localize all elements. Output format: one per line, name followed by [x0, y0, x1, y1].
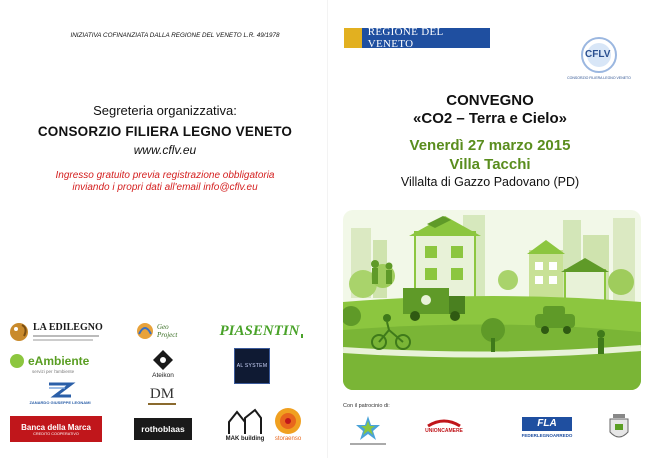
- cflv-sub-text: CONSORZIO FILIERA LEGNO VENETO: [567, 75, 631, 80]
- regione-veneto-logo: [344, 28, 490, 48]
- storaenso-logo: [268, 402, 308, 446]
- sunburst-icon: [273, 406, 303, 436]
- fla-sub-text: FEDERLEGNOARREDO: [521, 432, 573, 438]
- municipality-crest-logo: [606, 412, 632, 444]
- banca-marca-sub: CREDITO COOPERATIVO: [33, 431, 79, 436]
- la-edilegno-logo: [8, 316, 104, 346]
- al-system-text: AL SYSTEM: [236, 363, 268, 369]
- lion-icon: [344, 28, 362, 48]
- banca-marca-text: Banca della Marca: [21, 422, 91, 432]
- cflv-text: CFLV: [585, 48, 611, 60]
- piasentin-text: PIASENTIN: [219, 322, 300, 339]
- storaenso-text: storaenso: [274, 436, 302, 442]
- atelikon-text: Ateikon: [152, 372, 174, 379]
- la-edilegno-text: LA EDILEGNO: [33, 321, 103, 333]
- crest-icon: [609, 414, 629, 442]
- house-frame-icon: [227, 408, 263, 436]
- geo-project-text: Geo Project: [157, 323, 178, 339]
- cflv-logo: [566, 30, 632, 84]
- location: Villalta di Gazzo Padovano (PD): [400, 175, 580, 189]
- atelikon-icon: [152, 349, 174, 371]
- squirrel-icon: [8, 320, 30, 342]
- eambiente-text: eAmbiente: [28, 354, 90, 368]
- dm-text: DM: [149, 386, 175, 402]
- unioncamere-swoosh-icon: [427, 418, 461, 428]
- dm-logo: [144, 384, 180, 408]
- unioncamere-logo: [420, 414, 468, 438]
- geo-project-icon: [135, 320, 155, 342]
- fla-logo: [518, 414, 576, 440]
- fla-text: FLA: [537, 418, 557, 429]
- al-system-logo: [234, 348, 270, 384]
- atelikon-logo: [140, 346, 186, 382]
- eambiente-tagline: servizi per l'ambiente: [32, 369, 75, 374]
- fold-line: [327, 0, 328, 458]
- star-icon: [355, 415, 381, 441]
- region-star-logo: [348, 412, 388, 448]
- event-type: CONVEGNO: [446, 92, 534, 109]
- geo-project-logo: [135, 316, 183, 346]
- org-name: CONSORZIO FILIERA LEGNO VENETO: [37, 124, 293, 139]
- piasentin-logo: [219, 318, 300, 344]
- leaf-icon: [10, 354, 24, 368]
- banca-marca-logo: [10, 416, 102, 442]
- zanardo-logo: [20, 378, 100, 408]
- regione-veneto-text: REGIONE DEL VENETO: [367, 26, 444, 50]
- zanardo-text: ZANARDO GIUSEPPE LEGNAMI: [29, 399, 91, 405]
- entry-line-1: Ingresso gratuito previa registrazione obbligatoria: [55, 170, 275, 181]
- cofinance-note: INIZIATIVA COFINANZIATA DALLA REGIONE DEL VENETO L.R. 49/1978: [70, 32, 280, 39]
- event-date: Venerdì 27 marzo 2015: [409, 137, 571, 154]
- rothoblaas-logo: [134, 418, 192, 440]
- secretariat-label: Segreteria organizzativa:: [93, 103, 237, 118]
- rothoblaas-text: rothoblaas: [141, 424, 185, 434]
- mak-building-text: MAK building: [225, 436, 265, 442]
- event-title: «CO2 – Terra e Cielo»: [413, 110, 567, 127]
- mak-building-logo: [224, 404, 266, 446]
- unioncamere-text: UNIONCAMERE: [425, 428, 463, 434]
- zanardo-icon: [47, 382, 73, 400]
- green-city-illustration: [343, 210, 641, 390]
- venue: Villa Tacchi: [449, 156, 531, 173]
- entry-line-2: inviando i propri dati all'email info@cflv.eu: [72, 182, 258, 193]
- website: www.cflv.eu: [133, 143, 197, 157]
- patronage-label: Con il patrocinio di:: [343, 403, 390, 409]
